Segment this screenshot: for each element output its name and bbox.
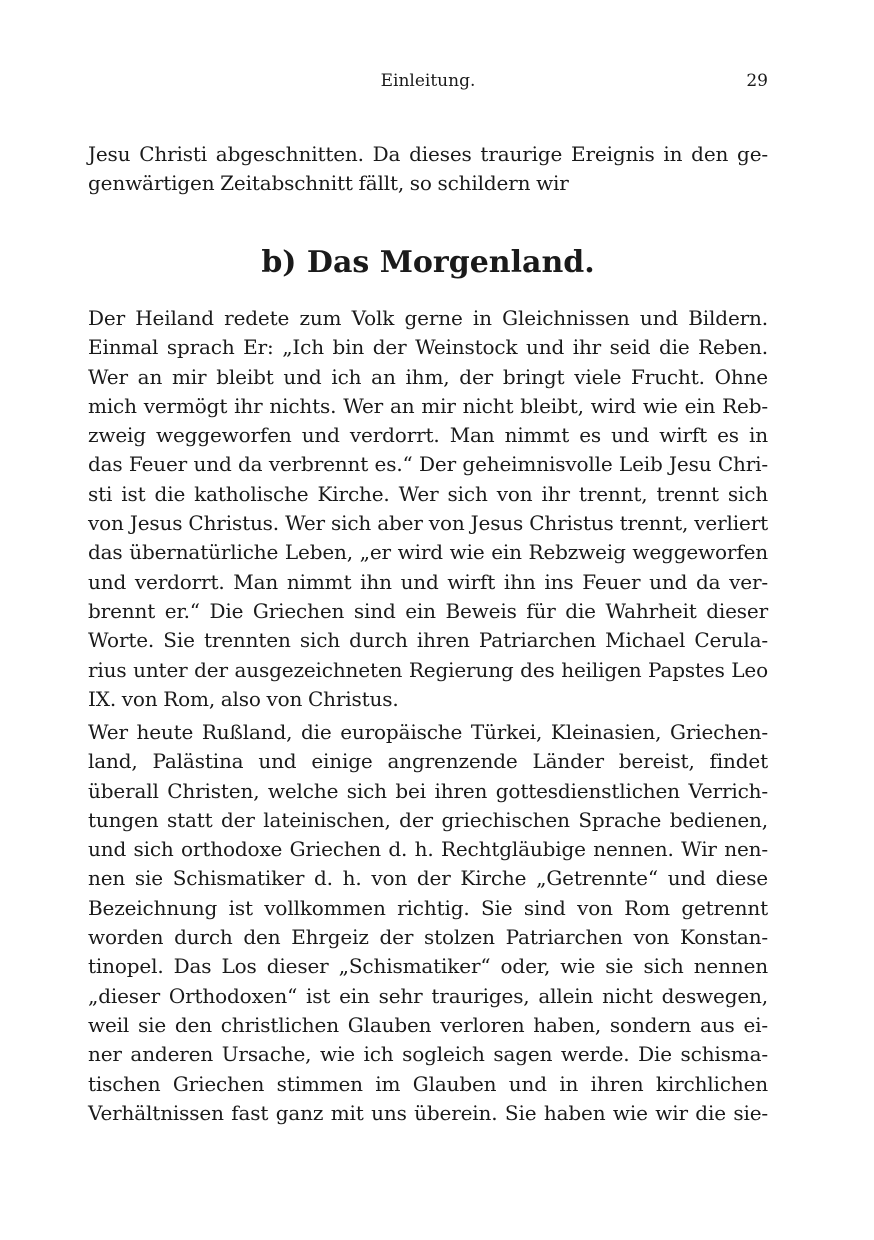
text-line: „dieser Orthodoxen“ ist ein sehr trauriges, allein nicht deswegen, (88, 983, 768, 1008)
text-line: genwärtigen Zeitabschnitt fällt, so schildern wir (88, 171, 569, 196)
text-line: und sich orthodoxe Griechen d. h. Rechtgläubige nennen. Wir nen- (88, 837, 768, 862)
text-line: IX. von Rom, also von Christus. (88, 686, 399, 711)
text-line: ner anderen Ursache, wie ich sogleich sagen werde. Die schisma- (88, 1042, 768, 1067)
text-line: Jesu Christi abgeschnitten. Da dieses traurige Ereignis in den ge- (88, 142, 768, 166)
text-line: das Feuer und da verbrennt es.“ Der geheimnisvolle Leib Jesu Chri- (88, 452, 768, 477)
text-line: brennt er.“ Die Griechen sind ein Beweis für die Wahrheit dieser (88, 598, 768, 623)
text-line: land, Palästina und einige angrenzende Länder bereist, findet (88, 749, 768, 774)
text-line: tinopel. Das Los dieser „Schismatiker“ oder, wie sie sich nennen (88, 954, 768, 979)
text-line: Der Heiland redete zum Volk gerne in Gleichnissen und Bildern. (88, 306, 768, 330)
text-line: Wer an mir bleibt und ich an ihm, der bringt viele Frucht. Ohne (88, 364, 768, 389)
text-line: rius unter der ausgezeichneten Regierung des heiligen Papstes Leo (88, 657, 768, 682)
text-line: zweig weggeworfen und verdorrt. Man nimmt es und wirft es in (88, 423, 768, 448)
paragraph-2 (88, 718, 768, 1128)
paragraph-1 (88, 304, 768, 714)
running-title: Einleitung. (380, 71, 476, 91)
running-head (88, 68, 768, 94)
intro-paragraph (88, 140, 768, 199)
text-line: das übernatürliche Leben, „er wird wie ein Rebzweig weggeworfen (88, 540, 768, 565)
text-line: nen sie Schismatiker d. h. von der Kirche „Getrennte“ und diese (88, 866, 768, 891)
text-line: worden durch den Ehrgeiz der stolzen Patriarchen von Konstan- (88, 925, 768, 950)
text-line: und verdorrt. Man nimmt ihn und wirft ihn ins Feuer und da ver- (88, 569, 768, 594)
text-line: mich vermögt ihr nichts. Wer an mir nicht bleibt, wird wie ein Reb- (88, 393, 768, 418)
text-line: Worte. Sie trennten sich durch ihren Patriarchen Michael Cerula- (88, 628, 768, 653)
text-line: überall Christen, welche sich bei ihren gottesdienstlichen Verrich- (88, 778, 768, 803)
section-heading: b) Das Morgenland. (261, 245, 595, 280)
text-line: Bezeichnung ist vollkommen richtig. Sie sind von Rom getrennt (88, 895, 768, 920)
text-line: Verhältnissen fast ganz mit uns überein. Sie haben wie wir die sie- (88, 1100, 768, 1125)
text-line: von Jesus Christus. Wer sich aber von Jesus Christus trennt, verliert (88, 511, 768, 536)
text-line: weil sie den christlichen Glauben verloren haben, sondern aus ei- (88, 1012, 768, 1037)
text-line: tungen statt der lateinischen, der griechischen Sprache bedienen, (88, 807, 768, 832)
text-line: Wer heute Rußland, die europäische Türkei, Kleinasien, Griechen- (88, 720, 768, 744)
page-number: 29 (746, 71, 768, 91)
text-line: sti ist die katholische Kirche. Wer sich von ihr trennt, trennt sich (88, 481, 768, 506)
text-line: tischen Griechen stimmen im Glauben und in ihren kirchlichen (88, 1071, 768, 1096)
text-line: Einmal sprach Er: „Ich bin der Weinstock und ihr seid die Reben. (88, 335, 768, 360)
